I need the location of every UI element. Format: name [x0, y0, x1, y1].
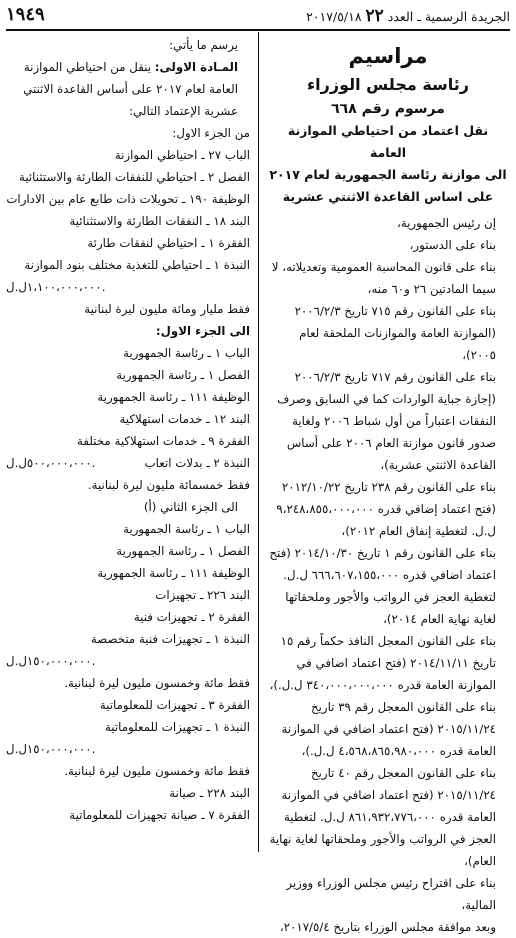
budget-line: الفقرة ٣ ـ تجهيزات للمعلوماتية — [99, 698, 250, 712]
preamble-paragraph: إن رئيس الجمهورية، — [397, 216, 496, 230]
issue-number: ٢٢ — [365, 6, 384, 26]
section-title: مراسيم — [348, 44, 428, 68]
budget-line: الباب ١ ـ رئاسة الجمهورية — [123, 522, 250, 536]
budget-line: الفصل ١ ـ رئاسة الجمهورية — [116, 544, 250, 558]
amount: ١٥٠،٠٠٠،٠٠٠ل.ل. — [6, 742, 96, 756]
decree-subject-line: الى موازنة رئاسة الجمهورية لعام ٢٠١٧ — [269, 167, 507, 182]
preamble-paragraph: بناء على القانون المعجل رقم ٣٩ تاريخ ٢٠١٥/١١/٢٤ (فتح اعتماد اضافي في الموازنة العامة قدره ٤،٥٦٨،٨٦٥،٩٨٠،٠٠٠ ل.ل.)، — [281, 700, 496, 758]
budget-line: البند ١٨ ـ النفقات الطارئة والاستثنائية — [69, 214, 250, 228]
preamble-paragraph: بناء على قانون المحاسبة العمومية وتعديلاته، لا سيما المادتين ٢٦ و٦٠ منه، — [271, 260, 496, 296]
page-header — [6, 4, 510, 26]
amount-in-words: فقط مائة وخمسون مليون ليرة لبنانية. — [64, 676, 250, 690]
preamble-paragraph: بناء على القانون رقم ١ تاريخ ٢٠١٤/١٠/٣٠ (فتح اعتماد اضافي قدره ٦٦٦،٦٠٧،١٥٥،٠٠٠ ل.ل. لتغطية العجز في الرواتب والأجور وملحقاتها لغاية نهاية العام ٢٠١٤)، — [269, 546, 496, 626]
budget-line: النبذة ١ ـ احتياطي للتغذية مختلف بنود الموازنة — [24, 258, 250, 272]
issue-date: ٢٠١٧/٥/١٨ — [306, 9, 362, 24]
to-label: الى الجزء الثاني (أ) — [143, 500, 238, 514]
budget-line: الفقرة ٢ ـ تجهيزات فنية — [133, 610, 250, 624]
decree-number: مرسوم رقم ٦٦٨ — [331, 101, 445, 117]
budget-line: الباب ٢٧ ـ احتياطي الموازنة — [114, 148, 250, 162]
left-column — [6, 34, 250, 826]
decree-subject-line: على اساس القاعدة الاثنتي عشرية — [282, 189, 494, 204]
budget-line: الفقرة ٩ ـ خدمات استهلاكية مختلفة — [77, 434, 250, 448]
article-1-heading: المـادة الاولى: — [154, 60, 238, 74]
preamble-paragraph: بناء على الدستور، — [409, 238, 496, 252]
budget-line: الوظيفة ١١١ ـ رئاسة الجمهورية — [97, 566, 250, 580]
budget-line: الفصل ٢ ـ احتياطي للنفقات الطارئة والاستثنائية — [19, 170, 250, 184]
budget-line: الفصل ١ ـ رئاسة الجمهورية — [116, 368, 250, 382]
preamble-paragraph: وبعد موافقة مجلس الوزراء بتاريخ ٢٠١٧/٥/٤، — [279, 920, 496, 934]
journal-name: الجريدة الرسمية ـ العدد — [387, 9, 510, 24]
amount-in-words: فقط مليار ومائة مليون ليرة لبنانية — [84, 302, 250, 316]
amount-in-words: فقط خمسمائة مليون ليرة لبنانية. — [87, 478, 250, 492]
decree-intro: يرسم ما يأتي: — [169, 38, 238, 52]
amount-in-words: فقط مائة وخمسون مليون ليرة لبنانية. — [64, 764, 250, 778]
budget-line: البند ٢٢٦ ـ تجهيزات — [155, 588, 250, 602]
budget-line: البند ١٢ ـ خدمات استهلاكية — [119, 412, 250, 426]
decree-subject-line: نقل اعتماد من احتياطي الموازنة العامة — [287, 123, 489, 160]
amount: ٥٠٠،٠٠٠،٠٠٠ل.ل. — [6, 456, 96, 470]
preamble-paragraph: بناء على القانون المعجل رقم ٤٠ تاريخ ٢٠١٥/١١/٢٤ (فتح اعتماد اضافي في الموازنة العامة قدره ٨٦١،٩٣٢،٧٧٦،٠٠٠ ل.ل. لتغطية العجز في الرواتب والأجور وملحقاتها لغاية نهاية العام)، — [269, 766, 496, 868]
page-number: ١٩٤٩ — [6, 4, 45, 25]
from-label: من الجزء الاول: — [172, 126, 250, 140]
budget-line: النبذة ١ ـ تجهيزات فنية متخصصة — [90, 632, 250, 646]
budget-line: الباب ١ ـ رئاسة الجمهورية — [123, 346, 250, 360]
running-head — [306, 6, 510, 26]
preamble-paragraph: بناء على القانون المعجل النافذ حكماً رقم ١٥ تاريخ ٢٠١٤/١١/١١ (فتح اعتماد اضافي في الموازنة العامة قدره ٣٤٠،٠٠٠،٠٠٠،٠٠٠ ل.ل.)، — [269, 634, 496, 692]
header-rule — [6, 29, 510, 31]
right-column — [268, 34, 508, 938]
preamble-paragraph: بناء على القانون رقم ٧١٥ تاريخ ٢٠٠٦/٢/٣ (الموازنة العامة والموازنات الملحقة لعام ٢٠٠٥)، — [294, 304, 496, 362]
preamble-paragraph: بناء على القانون رقم ٧١٧ تاريخ ٢٠٠٦/٢/٣ (إجازة جباية الواردات كما في السابق وصرف النفقات اعتباراً من أول شباط ٢٠٠٦ ولغاية صدور قانون موازنة العام ٢٠٠٦ على أساس القاعدة الاثنتي عشرية)، — [277, 370, 496, 472]
budget-line: البند ٢٢٨ ـ صيانة — [169, 786, 250, 800]
budget-line: الوظيفة ١١١ ـ رئاسة الجمهورية — [97, 390, 250, 404]
preamble-paragraph: بناء على القانون رقم ٢٣٨ تاريخ ٢٠١٢/١٠/٢٢ (فتح اعتماد إضافي قدره ٩،٢٤٨،٨٥٥،٠٠٠،٠٠٠ ل.ل. لتغطية إنفاق العام ٢٠١٢)، — [276, 480, 496, 538]
budget-line: الوظيفة ١٩٠ ـ تحويلات ذات طابع عام بين الادارات — [6, 192, 250, 206]
amount: ١،١٠٠،٠٠٠،٠٠٠ل.ل. — [6, 280, 106, 294]
budget-line-with-amount — [6, 452, 250, 474]
to-label: الى الجزء الاول: — [155, 324, 250, 338]
amount: ١٥٠،٠٠٠،٠٠٠ل.ل. — [6, 654, 96, 668]
preamble-paragraph: بناء على اقتراح رئيس مجلس الوزراء ووزير المالية، — [286, 876, 496, 912]
budget-line: النبذة ٢ ـ بدلات اتعاب — [144, 456, 250, 470]
budget-line: النبذة ١ ـ تجهيزات للمعلوماتية — [104, 720, 250, 734]
column-divider — [258, 32, 259, 852]
authority-title: رئاسة مجلس الوزراء — [307, 75, 469, 94]
article-1-text: ينقل من احتياطي الموازنة العامة لعام ٢٠١٧ على أساس القاعدة الاثنتي عشرية الإعتماد التالي: — [23, 60, 238, 118]
budget-line: الفقرة ٧ ـ صيانة تجهيزات للمعلوماتية — [69, 808, 250, 822]
article-1 — [6, 56, 250, 122]
budget-line: الفقرة ١ ـ احتياطي لنفقات طارئة — [87, 236, 250, 250]
